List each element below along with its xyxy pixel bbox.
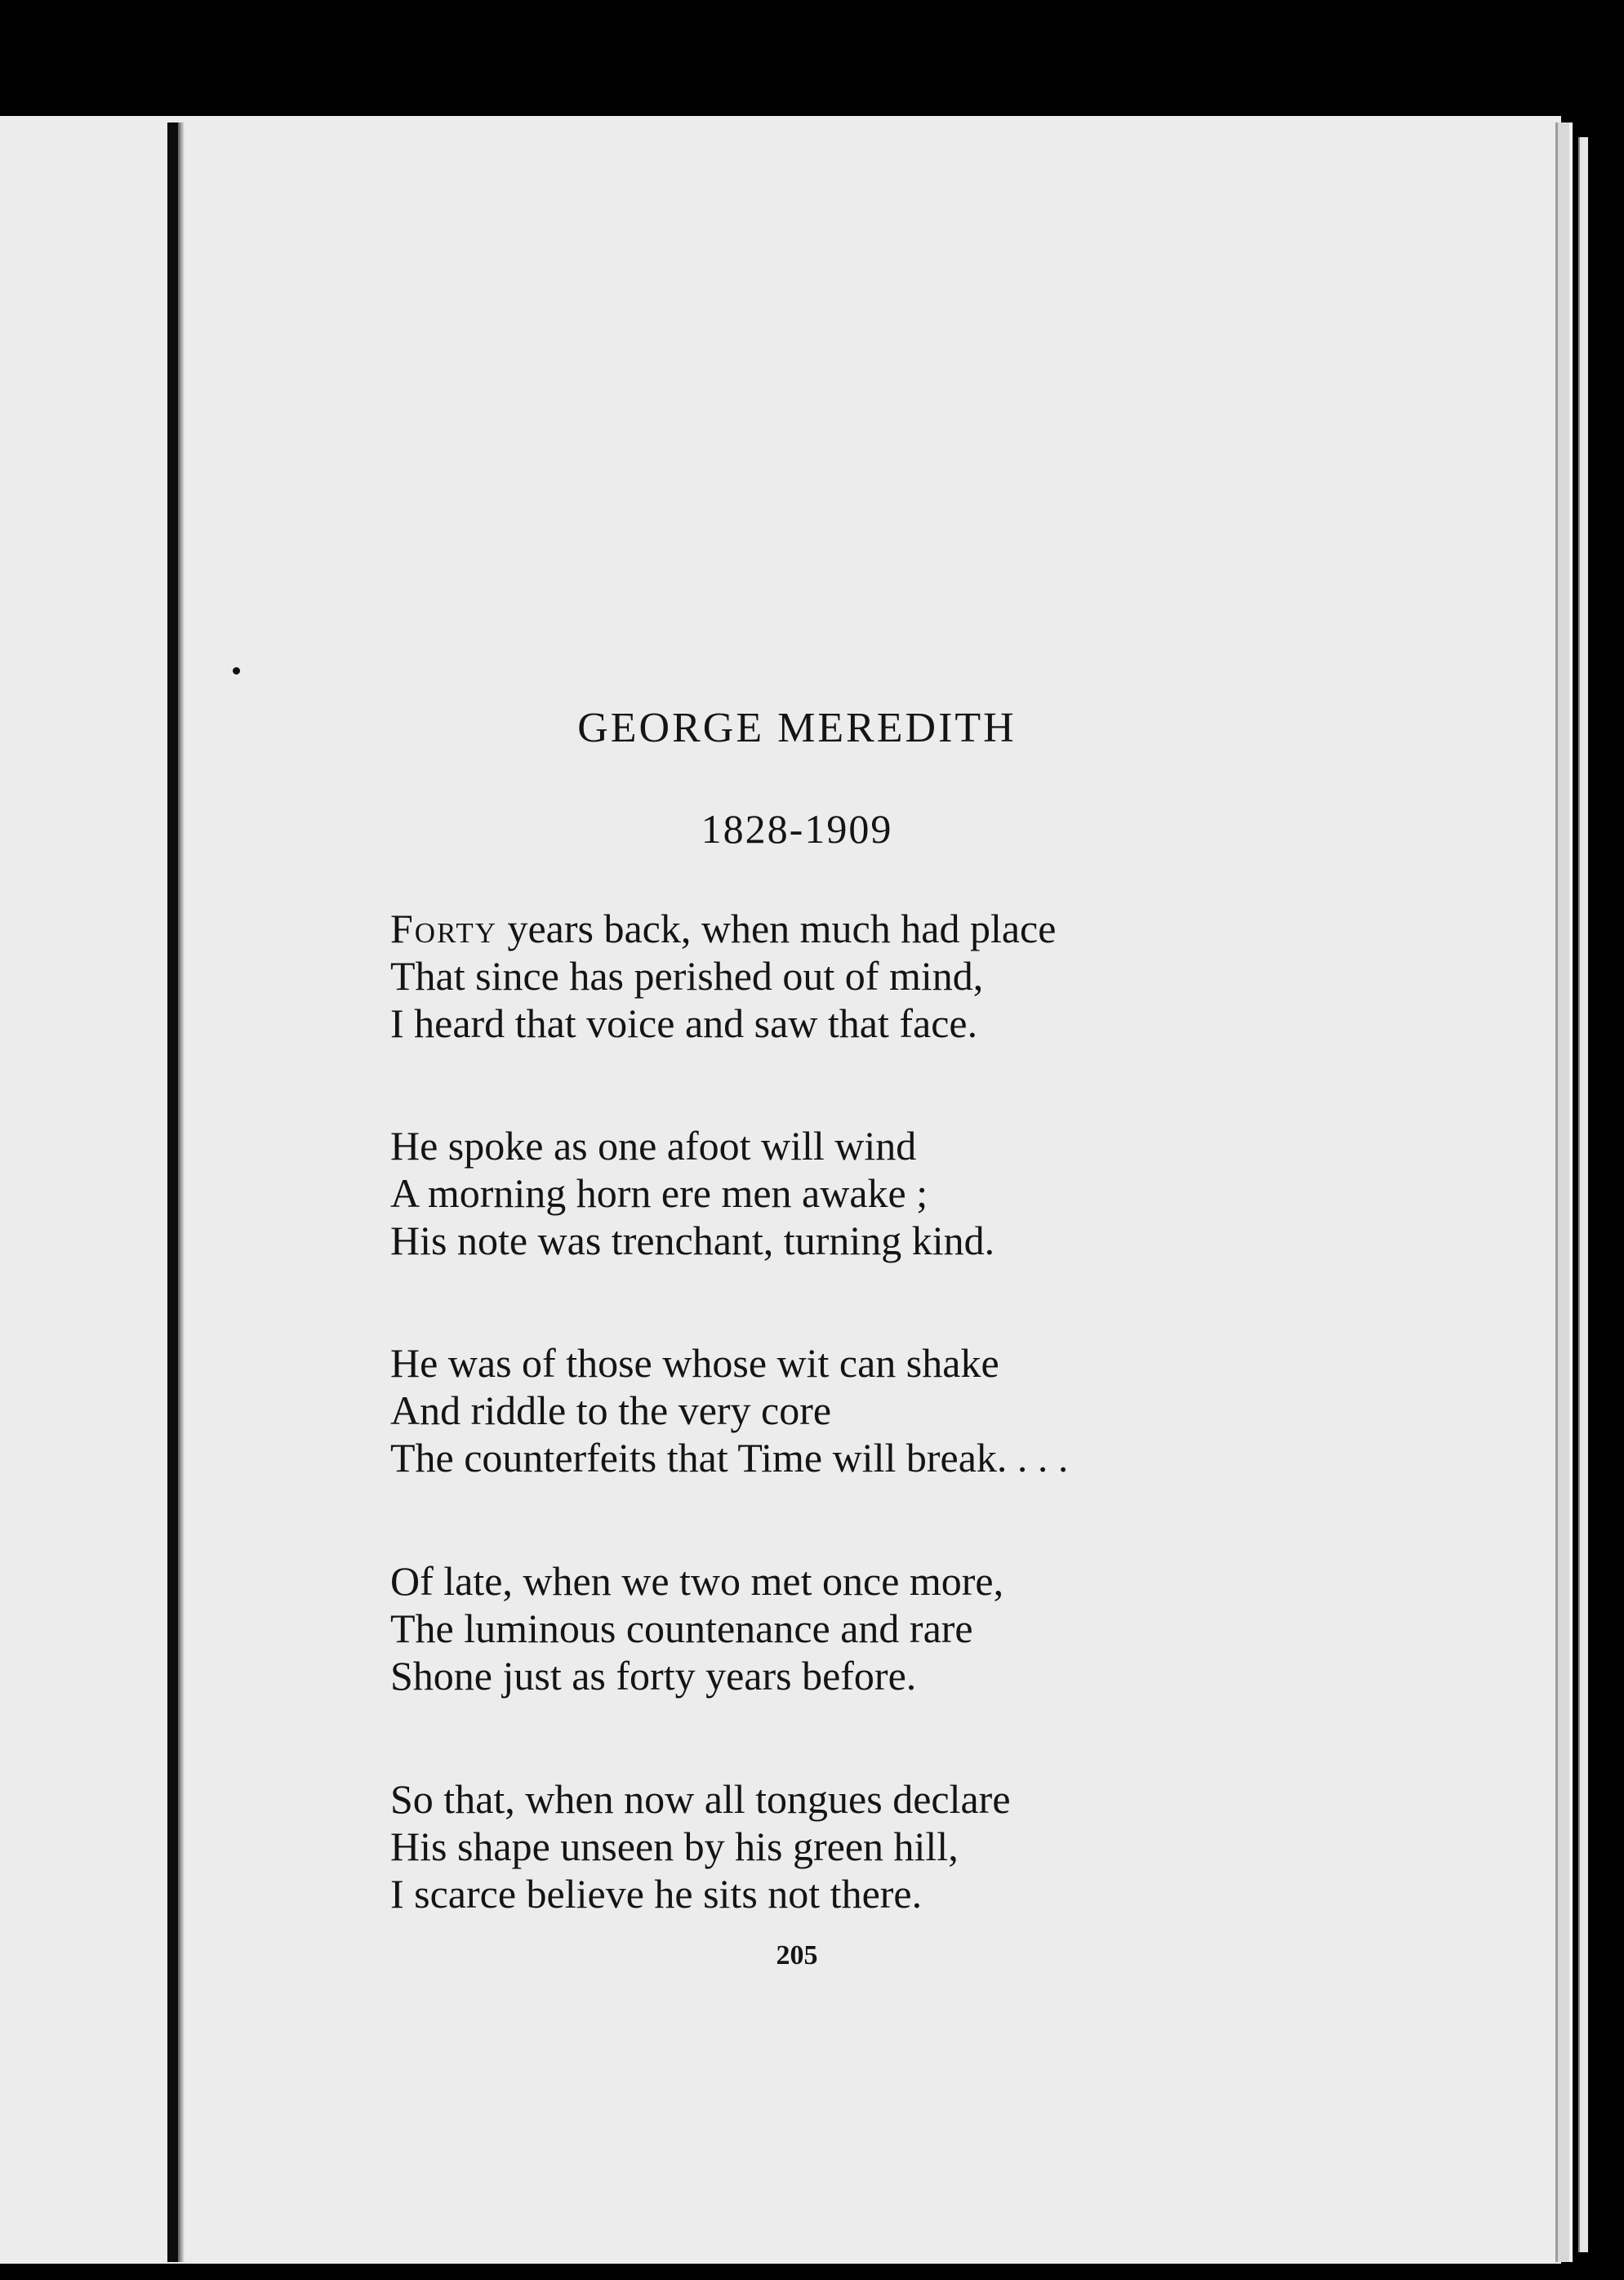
page-number: 205 — [776, 1940, 818, 1971]
opening-small-caps: Forty — [390, 906, 497, 951]
poem-title: GEORGE MEREDITH — [577, 705, 1017, 751]
poem-dates: 1828-1909 — [701, 806, 893, 852]
page-edge-stack — [1578, 137, 1588, 2252]
verse-line: The counterfeits that Time will break. . . . — [390, 1435, 1069, 1481]
verse-line: The luminous countenance and rare — [390, 1605, 973, 1651]
stanza-1 — [390, 905, 1288, 1047]
verse-line: He was of those whose wit can shake — [390, 1340, 999, 1386]
verse-line: So that, when now all tongues declare — [390, 1776, 1011, 1822]
ink-speck — [233, 667, 240, 675]
stanza-5 — [390, 1775, 1288, 1917]
verse-line: Of late, when we two met once more, — [390, 1558, 1004, 1604]
verse-line: I scarce believe he sits not there. — [390, 1871, 923, 1917]
stanza-3 — [390, 1339, 1288, 1481]
verse-line: I heard that voice and saw that face. — [390, 1000, 978, 1046]
verse-line: His note was trenchant, turning kind. — [390, 1218, 995, 1263]
verse-line — [390, 905, 1288, 952]
verse-line: Shone just as forty years before. — [390, 1653, 917, 1699]
verse-line: And riddle to the very core — [390, 1387, 832, 1433]
stanza-4 — [390, 1557, 1288, 1699]
stanza-2 — [390, 1122, 1288, 1264]
verse-line: His shape unseen by his green hill, — [390, 1824, 959, 1869]
verse-line: That since has perished out of mind, — [390, 953, 984, 999]
verse-line: A morning horn ere men awake ; — [390, 1170, 928, 1216]
verse-line-rest: years back, when much had place — [496, 906, 1057, 951]
verse-line: He spoke as one afoot will wind — [390, 1123, 917, 1169]
